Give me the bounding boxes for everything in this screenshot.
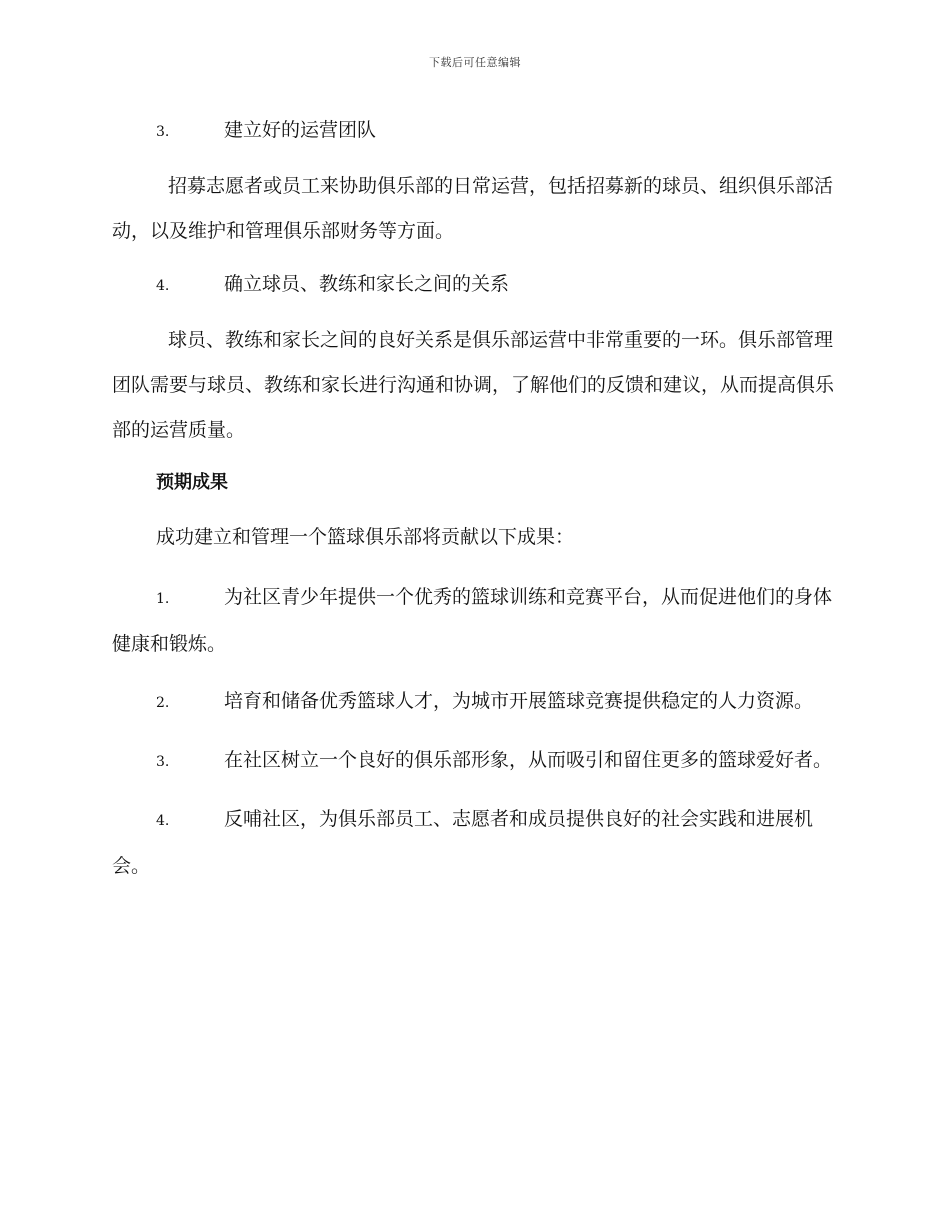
item-body-4: 球员、教练和家长之间的良好关系是俱乐部运营中非常重要的一环。俱乐部管理团队需要与球员、教练和家长进行沟通和协调，了解他们的反馈和建议，从而提高俱乐部的运营质量。 xyxy=(112,329,835,441)
item-number: 3. xyxy=(156,124,170,140)
outcome-text: 培育和储备优秀篮球人才，为城市开展篮球竞赛提供稳定的人力资源。 xyxy=(224,690,814,712)
outcome-item-3 xyxy=(112,738,834,785)
outcome-item-1 xyxy=(112,575,834,667)
outcome-number: 3. xyxy=(156,754,170,770)
item-title: 建立好的运营团队 xyxy=(224,119,377,141)
page-header: 下载后可任意编辑 xyxy=(429,56,521,69)
outcome-item-2 xyxy=(112,679,834,726)
outcome-text: 为社区青少年提供一个优秀的篮球训练和竞赛平台，从而促进他们的身体健康和锻炼。 xyxy=(112,586,833,655)
outcome-number: 1. xyxy=(156,591,170,607)
outcome-number: 2. xyxy=(156,695,170,711)
section-intro: 成功建立和管理一个篮球俱乐部将贡献以下成果： xyxy=(156,526,575,548)
item-title: 确立球员、教练和家长之间的关系 xyxy=(224,273,510,295)
item-heading-3 xyxy=(112,112,834,150)
document-body xyxy=(112,112,834,901)
outcome-item-4 xyxy=(112,797,834,889)
section-title: 预期成果 xyxy=(156,472,228,493)
item-number: 4. xyxy=(156,278,170,294)
outcome-text: 在社区树立一个良好的俱乐部形象，从而吸引和留住更多的篮球爱好者。 xyxy=(224,749,833,771)
item-heading-4 xyxy=(112,266,834,304)
outcome-text: 反哺社区，为俱乐部员工、志愿者和成员提供良好的社会实践和进展机会。 xyxy=(112,808,814,877)
outcome-number: 4. xyxy=(156,813,170,829)
item-body-3: 招募志愿者或员工来协助俱乐部的日常运营，包括招募新的球员、组织俱乐部活动，以及维护和管理俱乐部财务等方面。 xyxy=(112,175,834,242)
